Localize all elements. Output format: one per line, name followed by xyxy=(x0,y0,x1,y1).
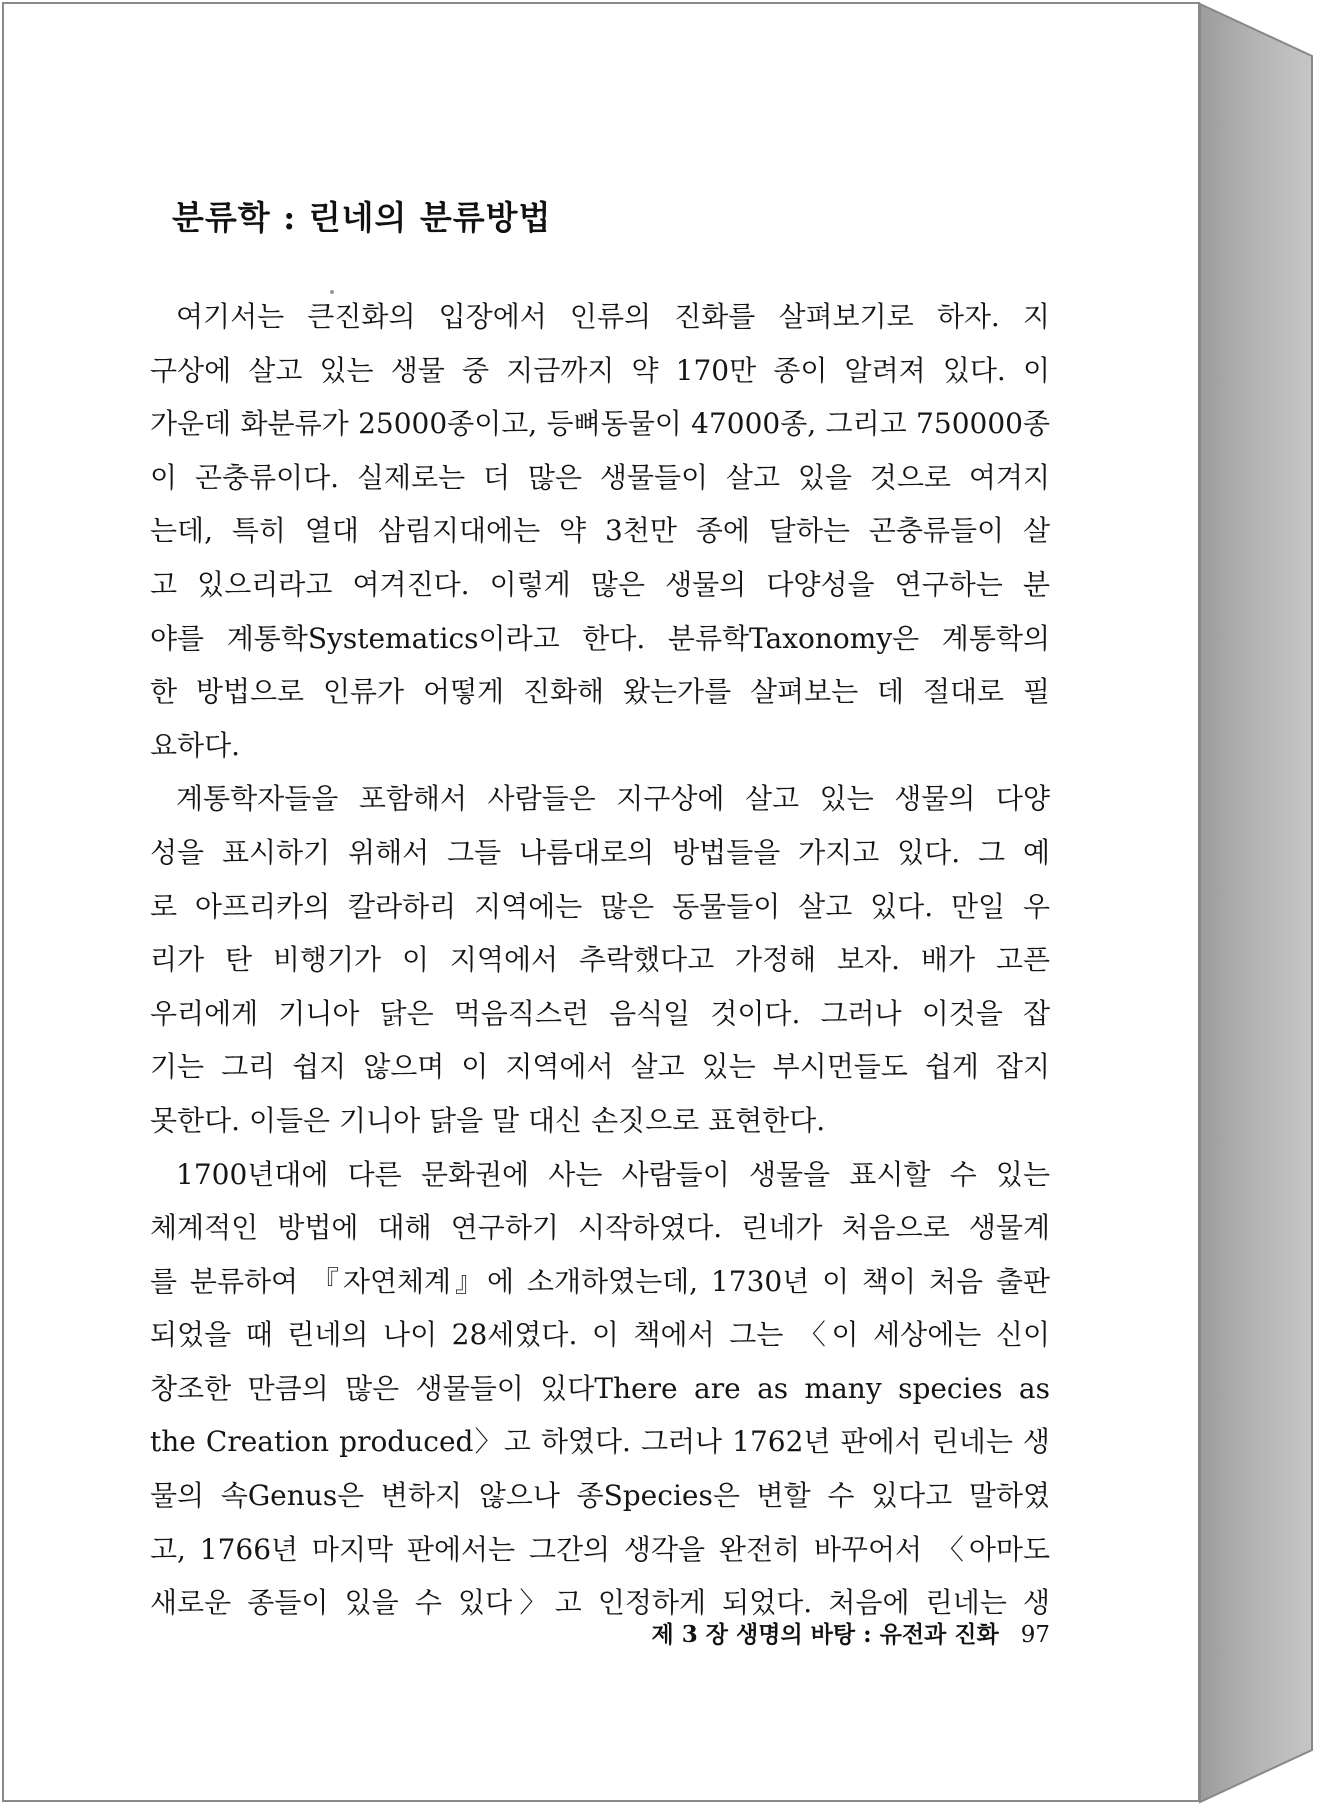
text-line: 기는 그리 쉽지 않으며 이 지역에서 살고 있는 부시먼들도 쉽게 잡지 xyxy=(150,1050,1050,1084)
text-line: 체계적인 방법에 대해 연구하기 시작하였다. 린네가 처음으로 생물계 xyxy=(150,1211,1050,1245)
text-line: 구상에 살고 있는 생물 중 지금까지 약 170만 종이 알려져 있다. 이 xyxy=(150,353,1050,387)
section-heading: 분류학 : 린네의 분류방법 xyxy=(172,198,552,237)
text-line: 를 분류하여 『자연체계』에 소개하였는데, 1730년 이 책이 처음 출판 xyxy=(150,1264,1050,1298)
text-line: 물의 속Genus은 변하지 않으나 종Species은 변할 수 있다고 말하였 xyxy=(150,1479,1050,1513)
chapter-title: 제 3 장 생명의 바탕 : 유전과 진화 xyxy=(651,1621,999,1648)
text-line: the Creation produced〉고 하였다. 그러나 1762년 판에서 린네는 생 xyxy=(150,1425,1050,1459)
text-line: 고, 1766년 마지막 판에서는 그간의 생각을 완전히 바꾸어서 〈아마도 xyxy=(150,1532,1050,1566)
page-footer xyxy=(620,1616,1050,1649)
text-line: 성을 표시하기 위해서 그들 나름대로의 방법들을 가지고 있다. 그 예 xyxy=(150,835,1050,869)
text-line: 야를 계통학Systematics이라고 한다. 분류학Taxonomy은 계통학의 xyxy=(150,621,1050,655)
text-line: 1700년대에 다른 문화권에 사는 사람들이 생물을 표시할 수 있는 xyxy=(176,1157,1050,1191)
text-line: 리가 탄 비행기가 이 지역에서 추락했다고 가정해 보자. 배가 고픈 xyxy=(150,943,1050,977)
text-line: 이 곤충류이다. 실제로는 더 많은 생물들이 살고 있을 것으로 여겨지 xyxy=(150,460,1050,494)
text-line: 여기서는 큰진화의 입장에서 인류의 진화를 살펴보기로 하자. 지 xyxy=(176,300,1050,333)
text-line: 창조한 만큼의 많은 생물들이 있다There are as many species as xyxy=(150,1371,1050,1405)
text-line: 계통학자들을 포함해서 사람들은 지구상에 살고 있는 생물의 다양 xyxy=(176,782,1050,816)
text-line: 가운데 화분류가 25000종이고, 등뼈동물이 47000종, 그리고 750000종 xyxy=(150,407,1050,441)
text-line: 고 있으리라고 여겨진다. 이렇게 많은 생물의 다양성을 연구하는 분 xyxy=(150,567,1050,601)
text-line: 새로운 종들이 있을 수 있다〉고 인정하게 되었다. 처음에 린네는 생 xyxy=(150,1586,1050,1620)
body-text xyxy=(150,290,1050,1630)
text-line: 우리에게 기니아 닭은 먹음직스런 음식일 것이다. 그러나 이것을 잡 xyxy=(150,996,1050,1030)
text-line: 로 아프리카의 칼라하리 지역에는 많은 동물들이 살고 있다. 만일 우 xyxy=(150,889,1050,923)
text-line: 한 방법으로 인류가 어떻게 진화해 왔는가를 살펴보는 데 절대로 필 xyxy=(150,675,1050,709)
text-line: 요하다. xyxy=(150,728,241,762)
page-number: 97 xyxy=(1020,1622,1050,1648)
text-line: 되었을 때 린네의 나이 28세였다. 이 책에서 그는 〈이 세상에는 신이 xyxy=(150,1318,1050,1352)
text-line: 는데, 특히 열대 삼림지대에는 약 3천만 종에 달하는 곤충류들이 살 xyxy=(150,514,1050,548)
text-line: 못한다. 이들은 기니아 닭을 말 대신 손짓으로 표현한다. xyxy=(150,1103,826,1137)
